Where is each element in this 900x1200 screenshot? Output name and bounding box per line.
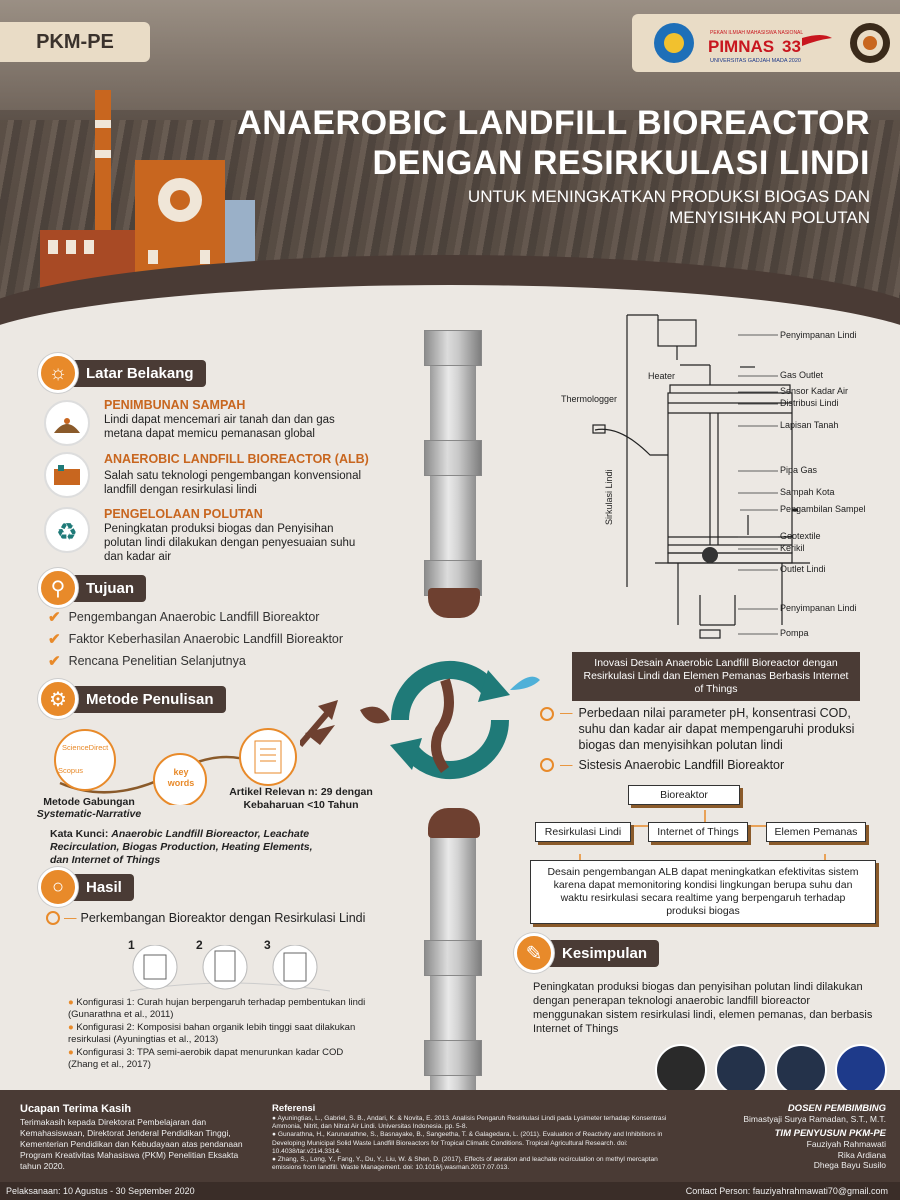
hasil-lead: — Perkembangan Bioreaktor dengan Resirkulasi Lindi — [46, 911, 365, 925]
diagram-label: Pipa Gas — [780, 465, 818, 475]
subtitle: UNTUK MENINGKATKAN PRODUKSI BIOGAS DAN MENYISIHKAN POLUTAN — [467, 187, 870, 227]
diagram-label: Pompa — [780, 628, 809, 638]
list-item: ✔ Faktor Keberhasilan Anaerobic Landfill Bioreaktor — [48, 631, 344, 648]
method-name: Metode Gabungan — [43, 796, 135, 808]
recycle-icon — [44, 507, 90, 553]
avatar — [835, 1044, 887, 1096]
config-illustrations — [130, 945, 330, 995]
bullet-icon — [540, 707, 554, 721]
pkm-tag: PKM-PE — [0, 22, 150, 62]
leachate-pool — [428, 808, 480, 838]
svg-text:PEKAN ILMIAH MAHASISWA NASIONA: PEKAN ILMIAH MAHASISWA NASIONAL — [710, 30, 804, 36]
finding-item: — Sistesis Anaerobic Landfill Bioreaktor — [540, 758, 784, 772]
avatar — [715, 1044, 767, 1096]
title-line-2: DENGAN RESIRKULASI LINDI — [372, 144, 870, 182]
avatar — [775, 1044, 827, 1096]
latar-item-text: Lindi dapat mencemari air tanah dan dan gas metana dapat memicu pemanasan global — [104, 414, 335, 440]
list-item: ✔ Pengembangan Anaerobic Landfill Bioreaktor — [48, 609, 320, 626]
section-hasil — [38, 872, 134, 902]
label-thermologger: Thermologger — [561, 394, 618, 404]
check-icon: ✔ — [48, 631, 61, 648]
finding-item: — Perbedaan nilai parameter pH, konsentrasi COD, suhu dan kadar air dapat mempengaruhi produksi biogas dan menyisihkan polutan lindi — [540, 705, 880, 753]
config-number: 3 — [264, 938, 271, 952]
latar-item-title: ANAEROBIC LANDFILL BIOREACTOR (ALB) — [104, 452, 369, 466]
list-item: ● Konfigurasi 3: TPA semi-aerobik dapat menurunkan kadar COD (Zhang et al., 2017) — [68, 1047, 344, 1070]
diagram-leader-lines — [738, 330, 780, 640]
recirculation-cycle-icon — [360, 640, 540, 800]
pelaksanaan: Pelaksanaan: 10 Agustus - 30 September 2020 — [6, 1186, 195, 1196]
section-heading: Hasil — [64, 874, 134, 901]
landfill-icon — [44, 400, 90, 446]
pimnas-logo-text: PIMNAS — [708, 37, 775, 56]
section-tujuan — [38, 573, 146, 603]
dosen-name: Bimastyaji Surya Ramadan, S.T., M.T. — [743, 1114, 886, 1124]
diagram-label: Penyimpanan Lindi — [780, 603, 857, 613]
diagram-label: Sampah Kota — [780, 487, 835, 497]
config-list — [68, 997, 368, 1071]
diagram-label: Penyimpanan Lindi — [780, 330, 857, 340]
source-scopus: Scopus — [58, 766, 84, 775]
latar-item-title: PENIMBUNAN SAMPAH — [104, 398, 246, 412]
article-info: Artikel Relevan n: 29 dengan Kebaharuan <10 Tahun — [229, 786, 373, 811]
check-icon: ✔ — [48, 609, 61, 626]
list-item: ● Gunarathna, H., Karunarathne, S., Basnayake, B., Sangeetha, T. & Galagedara, L. (2011). Evaluation of Reactivity and Inhibitions in Developing Municipal Solid Waste Landfill Bioreactors for Tropical Climatic Conditions. Tropical Agricultural Research. doi: 10.4038/tar.v21i4.3314. — [272, 1131, 663, 1155]
diagram-label: Sensor Kadar Air — [780, 386, 849, 396]
svg-text:♻: ♻ — [56, 518, 78, 544]
gears-icon: ⚙ — [38, 679, 78, 719]
source-sciencedirect: ScienceDirect — [62, 743, 109, 752]
section-heading: Metode Penulisan — [64, 686, 226, 713]
lightbulb-icon: ○ — [38, 867, 78, 907]
config-number: 1 — [128, 938, 135, 952]
team-info — [690, 1103, 886, 1171]
tujuan-list — [48, 606, 343, 672]
latar-item-title: PENGELOLAAN POLUTAN — [104, 507, 263, 521]
list-item: ✔ Rencana Penelitian Selanjutnya — [48, 653, 246, 670]
pipe-joint — [424, 330, 482, 366]
diagram-labels-right — [780, 329, 857, 341]
thanks-heading: Ucapan Terima Kasih — [20, 1103, 132, 1115]
pipe-joint — [424, 440, 482, 476]
section-heading: Latar Belakang — [64, 360, 206, 387]
label-heater: Heater — [648, 371, 676, 381]
dosen-heading: DOSEN PEMBIMBING — [787, 1103, 886, 1114]
check-icon: ✔ — [48, 653, 61, 670]
diagram-caption: Inovasi Desain Anaerobic Landfill Bioreactor dengan Resirkulasi Lindi dan Elemen Pemanas Berbasis Internet of Things — [572, 652, 860, 701]
diagram-label: Outlet Lindi — [780, 564, 826, 574]
list-item: ● Konfigurasi 1: Curah hujan berpengaruh terhadap pembentukan lindi (Gunarathna et al., 2011) — [68, 997, 366, 1020]
flow-result-box: Desain pengembangan ALB dapat meningkatkan efektivitas sistem karena dapat memonitoring kondisi lingkungan berupa suhu dan waktu resirkulasi secara realtime yang berpengaruh terhadap produksi biogas — [530, 860, 876, 924]
list-item: ● Ayuningtias, L., Gabriel, S. B., Andari, K. & Novita, E. 2013. Analisis Pengaruh Resirkulasi Lindi pada Lysimeter terhadap Konsentrasi Ammonia, Nitrit, dan Nitrat Air Lindi. Universitas Indonesia. pp. 5-8. — [272, 1115, 667, 1131]
tim-list: Fauziyah Rahmawati Rika Ardiana Dhega Bayu Susilo — [806, 1139, 886, 1170]
pipe-joint — [424, 1040, 482, 1076]
flow-child-box: Resirkulasi Lindi — [535, 822, 631, 842]
latar-item-text: Peningkatan produksi biogas dan Penyisihan polutan lindi dilakukan dengan penyesuaian suhu dan kadar air — [104, 523, 356, 563]
section-kesimpulan — [514, 938, 659, 968]
logo-strip — [632, 14, 900, 72]
diagram-label: Lapisan Tanah — [780, 420, 839, 430]
list-item: ● Konfigurasi 2: Komposisi bahan organik lebih tinggi saat dilakukan resirkulasi (Ayuningtias et al., 2013) — [68, 1022, 356, 1045]
keywords: Kata Kunci: Anaerobic Landfill Bioreactor, Leachate Recirculation, Biogas Production, Heating Elements, dan Internet of Things — [50, 828, 313, 866]
diagram-label: Kerikil — [780, 543, 805, 553]
pimnas-sub: UNIVERSITAS GADJAH MADA 2020 — [710, 58, 801, 64]
chat-bubble-icon: ✎ — [514, 933, 554, 973]
pipe-joint — [424, 940, 482, 976]
bioreactor-icon — [44, 452, 90, 498]
config-number: 2 — [196, 938, 203, 952]
thanks-text: Terimakasih kepada Direktorat Pembelajaran dan Kemahasiswaan, Direktorat Jenderal Pendidikan Tinggi, Kementerian Pendidikan dan Kebudayaan atas pendanaan Program Kreativitas Mahasiswa (PKM) Penelitian Eksakta tahun 2020. — [20, 1117, 243, 1171]
diagram-label: Distribusi Lindi — [780, 398, 839, 408]
label-sirkulasi: Sirkulasi Lindi — [604, 469, 614, 525]
diagram-label: Gas Outlet — [780, 370, 824, 380]
section-heading: Tujuan — [64, 575, 146, 602]
ref-list — [272, 1115, 672, 1172]
bullet-icon — [540, 758, 554, 772]
flow-child-box: Elemen Pemanas — [766, 822, 866, 842]
ref-heading: Referensi — [272, 1103, 316, 1114]
kesimpulan-text: Peningkatan produksi biogas dan penyisihan polutan lindi dilakukan dengan penerapan teknologi anaerobic landfill bioreactor menggunakan sistem resirkulasi lindi, elemen pemanas, dan berbasis Internet of Things — [533, 981, 873, 1035]
flow-child-box: Internet of Things — [648, 822, 748, 842]
latar-item-text: Salah satu teknologi pengembangan konvensional landfill dengan resirkulasi lindi — [104, 470, 362, 496]
pimnas-number: 33 — [782, 37, 801, 56]
section-latar-belakang — [38, 358, 206, 388]
keywords-label: key words — [167, 767, 195, 788]
section-metode — [38, 684, 226, 714]
method-sub: Systematic-Narrative — [36, 808, 142, 820]
list-item: ● Zhang, S., Long, Y., Fang, Y., Du, Y., Liu, W. & Shen, D. (2017). Effects of aeration and leachate recirculation on methyl mercaptan emissions from landfill. Waste Management. doi: 10.1016/j.wasman.2017.07.013. — [272, 1156, 658, 1172]
tim-heading: TIM PENYUSUN PKM-PE — [774, 1128, 886, 1139]
avatar — [655, 1044, 707, 1096]
section-heading: Kesimpulan — [540, 940, 659, 967]
leachate-drip — [428, 588, 480, 618]
diagram-label: Pengambilan Sampel — [780, 504, 866, 514]
diagram-label: Geotextile — [780, 531, 821, 541]
magnifier-icon: ⚲ — [38, 568, 78, 608]
team-photos — [655, 1044, 887, 1096]
bullet-icon — [46, 911, 60, 925]
globe-icon: ☼ — [38, 353, 78, 393]
contact: Contact Person: fauziyahrahmawati70@gmail.com — [685, 1186, 888, 1196]
title-line-1: ANAEROBIC LANDFILL BIOREACTOR — [237, 104, 870, 142]
flow-top-box: Bioreaktor — [628, 785, 740, 805]
